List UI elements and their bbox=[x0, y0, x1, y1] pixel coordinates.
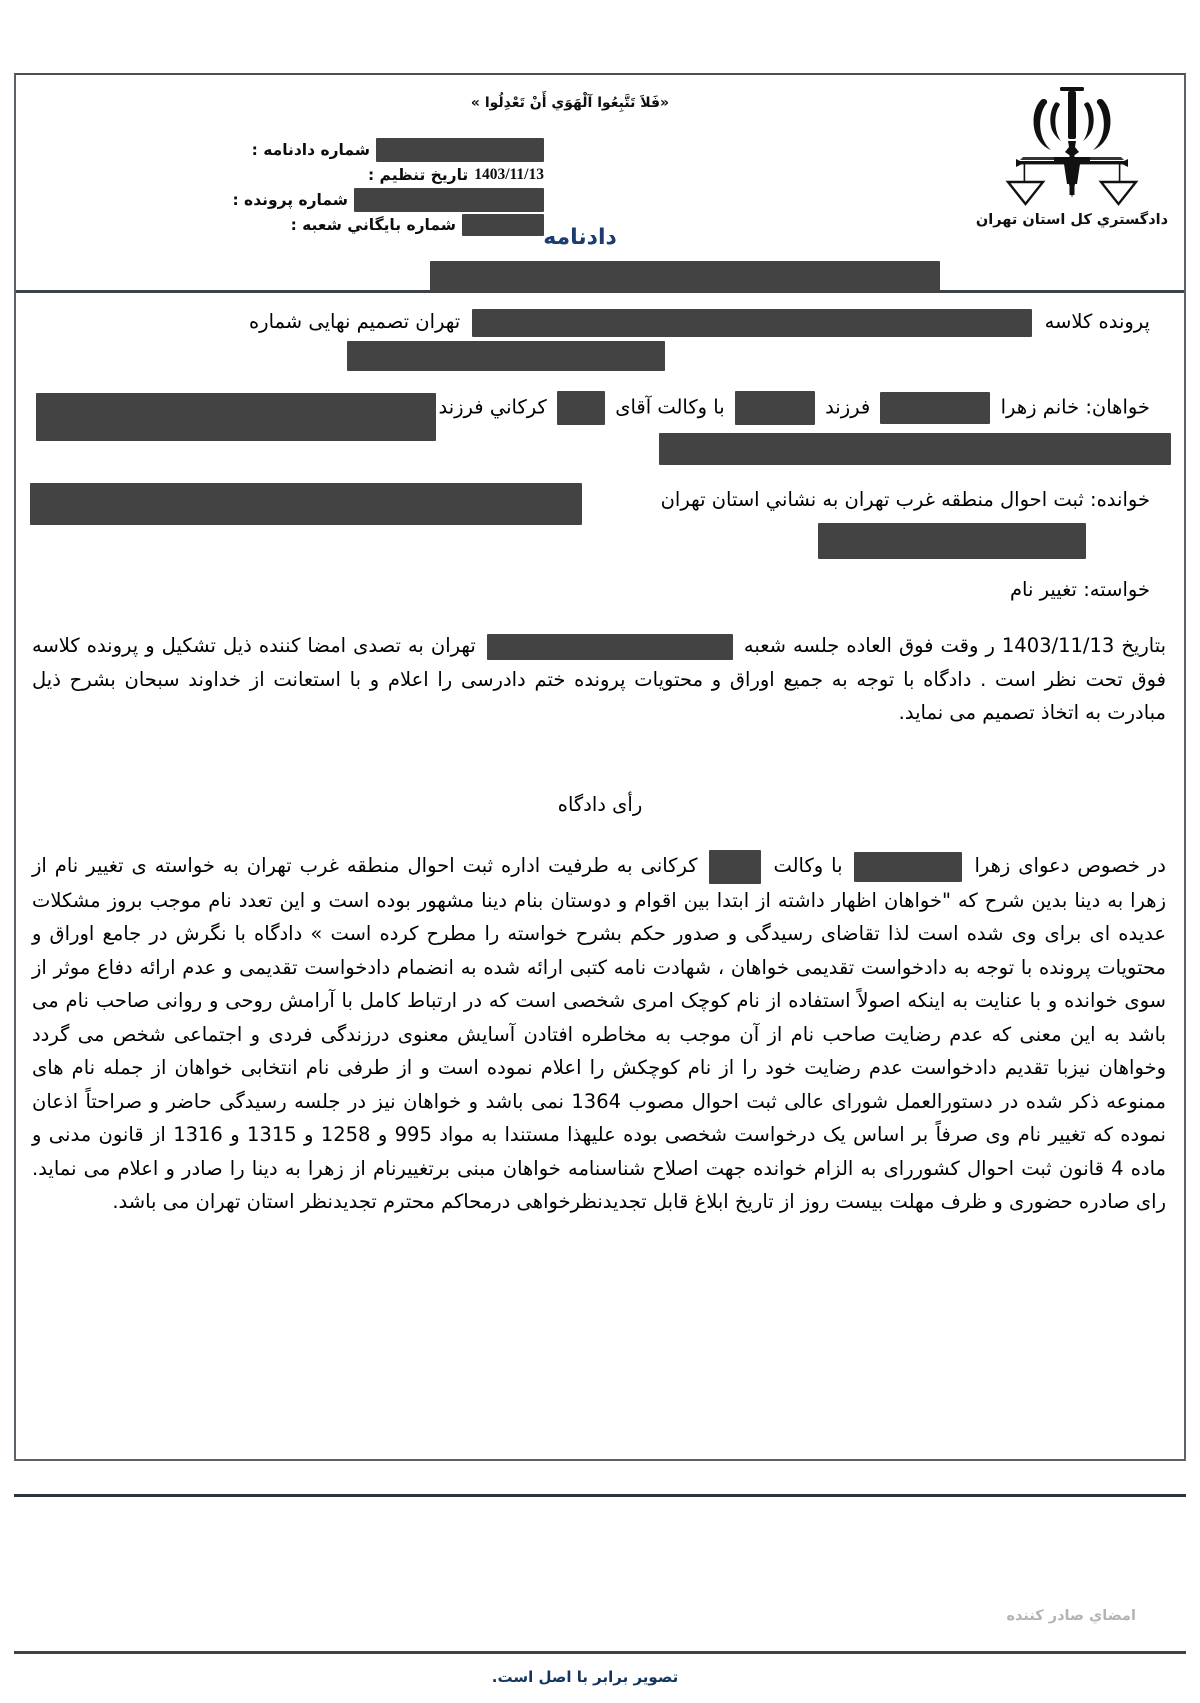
attorney-surname: کرکاني bbox=[489, 395, 547, 419]
page-title bbox=[16, 225, 1184, 250]
session-paragraph bbox=[32, 629, 1166, 730]
ruling-heading bbox=[16, 793, 1184, 816]
header-center-redaction bbox=[430, 261, 940, 293]
attorney-child-of-label: فرزند bbox=[438, 395, 484, 419]
defendant-name: ثبت احوال منطقه غرب تهران bbox=[844, 488, 1084, 511]
iran-judiciary-scales-emblem-icon bbox=[1002, 81, 1142, 211]
plaintiff-address-redaction bbox=[659, 433, 1171, 465]
case-number-redaction bbox=[472, 309, 1032, 337]
field-case-number-redaction bbox=[354, 188, 544, 212]
defendant-address-redaction-1 bbox=[30, 483, 582, 525]
defendant-label: خوانده: bbox=[1090, 488, 1150, 511]
ruling-attorney-redaction bbox=[709, 850, 761, 884]
plaintiff-name-redaction bbox=[880, 392, 990, 424]
session-branch-redaction bbox=[487, 634, 733, 660]
ruling-intro-2: با وکالت bbox=[773, 854, 843, 877]
document-header bbox=[16, 75, 1184, 293]
plaintiff-extra-redaction-left bbox=[36, 393, 436, 441]
header-meta-fields bbox=[214, 137, 544, 237]
case-city: تهران bbox=[415, 310, 461, 333]
page-title-text: دادنامه bbox=[543, 225, 617, 250]
judiciary-emblem-block bbox=[966, 81, 1178, 228]
field-judgment-number-redaction bbox=[376, 138, 544, 162]
defendant-address-label: به نشاني استان تهران bbox=[660, 488, 839, 511]
ruling-intro-3: کرکانی به طرفیت اداره ثبت احوال منطقه غرب تهران به خواسته ی تغییر نام از زهرا به دینا بدین شرح که "خواهان اظهار داشته از ابتدا بین اقوام و دوستان بنام دینا مشهور بوده است و این تعدد نام موجب بروز مشکلات عدیده ای برای وی شده است لذا تقاضای رسیدگی و صدور حکم بشرح خواسته را مطرح کرده است » دادگاه با نگرش در جامع اوراق و محتویات پرونده با توجه به دادخواست تقدیمی خواهان ، شهادت نامه کتبی ارائه شده به انضمام دادخواست تقدیمی و عدم ارائه دفاع موثر از سوی خوانده و با عنایت به اینکه اصولاً استفاده از نام کوچک امری شخصی است که در ارتباط کامل با آرامش روحی و روانی صاحب نام می باشد به این معنی که عدم رضایت صاحب نام از آن موجب به مخاطره افتادن آسایش معنوی درزندگی فردی و اجتماعی شخص می گردد وخواهان نیزبا تقدیم دادخواست عدم رضایت خود را از نام کوچکش را اعلام نموده است و از طرفی نام انتخابی خواهان از جمله نام های ممنوعه ذکر شده در دستورالعمل شورای عالی ثبت احوال مصوب 1364 نمی باشد و خواهان نیز در جلسه رسیدگی حاضر و صراحتاً اذعان نموده که تغییر نام وی صرفاً بر اساس یک درخواست شخصی بوده علیهذا مستندا به مواد 995 و 1258 و 1315 و 1316 از قانون مدنی و ماده 4 قانون ثبت احوال کشوررای به الزام خوانده جهت اصلاح شناسنامه خواهان مبنی برتغییرنام از زهرا به دینا را صادر و اعلام می نماید. رای صادره حضوری و ظرف مهلت بیست روز از تاریخ ابلاغ قابل تجدیدنظرخواهی درمحاکم محترم تجدیدنظر استان تهران می باشد. bbox=[32, 854, 1166, 1214]
quran-verse-text: «فَلاَ تَتَّبِعُوا آلْهَوَي أَنْ تَعْدِلُوا » bbox=[470, 95, 670, 111]
session-text-1: بتاریخ 1403/11/13 ر وقت فوق العاده جلسه شعبه bbox=[743, 634, 1167, 657]
certification-text: تصویر برابر با اصل است. bbox=[491, 1668, 679, 1686]
subject-label: خواسته: bbox=[1083, 578, 1150, 601]
document-body bbox=[16, 293, 1184, 1686]
plaintiff-attorney-label: با وکالت آقای bbox=[615, 395, 725, 419]
case-label: پرونده کلاسه bbox=[1044, 310, 1150, 333]
subject-value: تغییر نام bbox=[1009, 578, 1077, 601]
ruling-intro-1: در خصوص دعوای زهرا bbox=[974, 854, 1166, 877]
case-line bbox=[50, 307, 1150, 338]
field-case-number-label: شماره پرونده : bbox=[232, 190, 348, 209]
emblem-caption: دادگستري كل استان تهران bbox=[975, 212, 1169, 228]
field-case-number bbox=[214, 187, 544, 212]
ruling-heading-text: رأی دادگاه bbox=[557, 793, 643, 816]
plaintiff-father-redaction bbox=[735, 391, 815, 425]
document-page bbox=[14, 73, 1186, 1686]
field-judgment-number-label: شماره دادنامه : bbox=[251, 140, 370, 159]
field-judgment-number bbox=[214, 137, 544, 162]
plaintiff-label: خواهان: bbox=[1085, 395, 1150, 419]
certification-text-wrap bbox=[14, 1668, 1186, 1686]
ruling-plaintiff-redaction bbox=[854, 852, 962, 882]
certification-band bbox=[14, 1651, 1186, 1703]
session-text-2: تهران به تصدی امضا کننده ذیل تشکیل و پرونده کلاسه فوق تحت نظر است . دادگاه با توجه به جمیع اوراق و محتویات پرونده ختم دادرسی را اعلام و با استعانت از خداوند سبحان بشرح ذیل مبادرت به اتخاذ تصمیم می نماید. bbox=[32, 634, 1166, 725]
ruling-paragraph bbox=[32, 849, 1166, 1219]
plaintiff-name: خانم زهرا bbox=[1000, 395, 1080, 419]
field-branch-archive-number-label: شماره بايگاني شعبه : bbox=[290, 215, 456, 234]
issuer-signature-label: امضاي صادر كننده bbox=[1006, 1608, 1136, 1624]
field-date-label: تاريخ تنظيم : bbox=[367, 165, 469, 184]
page-bottom-rule bbox=[14, 1494, 1186, 1497]
plaintiff-child-of-label: فرزند bbox=[825, 395, 871, 419]
defendant-address-redaction-2 bbox=[818, 523, 1086, 559]
final-decision-label: تصمیم نهایی شماره bbox=[248, 310, 410, 333]
attorney-name-redaction bbox=[557, 391, 605, 425]
subject-line bbox=[50, 575, 1150, 606]
field-date bbox=[214, 162, 544, 187]
field-date-value: 1403/11/13 bbox=[474, 165, 544, 183]
final-decision-number-redaction bbox=[347, 341, 665, 371]
